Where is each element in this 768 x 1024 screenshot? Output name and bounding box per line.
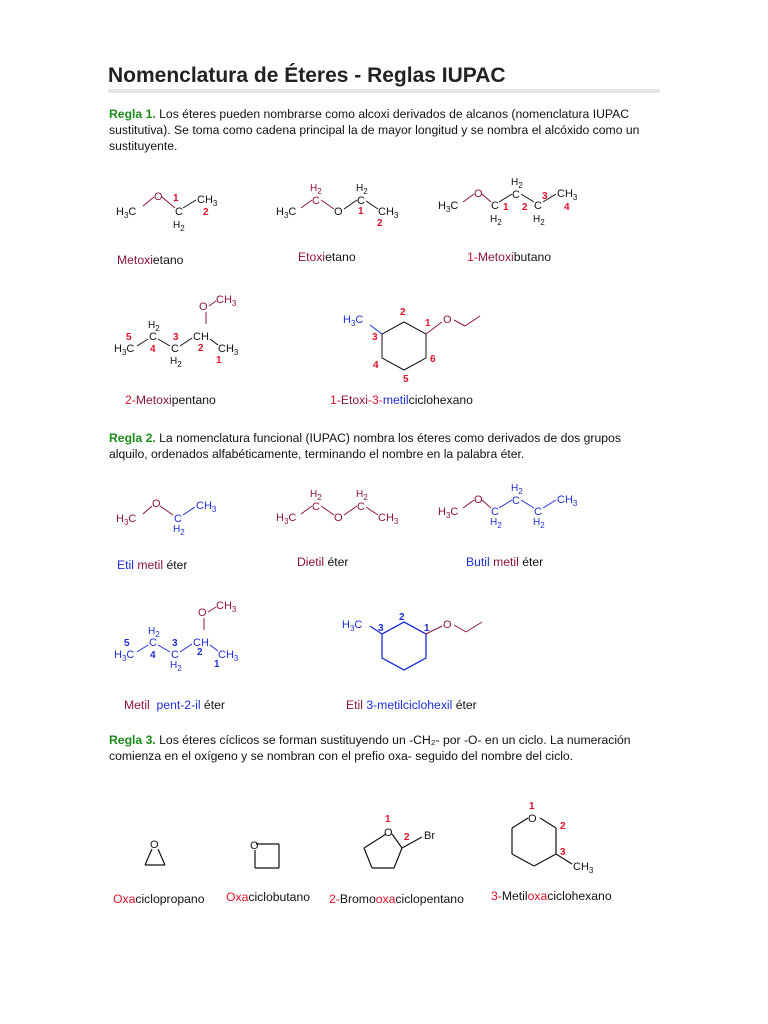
compound-name-butil-metil-eter bbox=[466, 555, 543, 569]
name-part: Etil bbox=[346, 698, 363, 712]
svg-text:H3C: $H_3C$ bbox=[438, 506, 459, 520]
structure-etil-3-metilciclohexil-eter bbox=[340, 606, 500, 696]
svg-text:C: C bbox=[312, 501, 320, 513]
svg-text:O: O bbox=[150, 839, 159, 851]
name-part: 2- bbox=[125, 393, 136, 407]
rule-3-text: Los éteres cíclicos se forman sustituyendo un -CH₂- por -O- en un ciclo. La numeración comienza en el oxígeno y se nombran con el prefio oxa- seguido del nombre del ciclo. bbox=[109, 733, 631, 763]
svg-text:1: 1 bbox=[385, 814, 391, 825]
svg-text:H3C: $H_3C$ bbox=[114, 649, 135, 663]
name-part: Metil bbox=[124, 698, 150, 712]
svg-text:H2: $H_2$ bbox=[310, 489, 322, 502]
structure-1-metoxibutano bbox=[436, 174, 596, 234]
compound-name-metil-pent-2-il-eter bbox=[124, 698, 225, 712]
svg-text:3: 3 bbox=[372, 332, 378, 343]
svg-text:CH3: $CH_3$ bbox=[196, 500, 217, 514]
svg-text:H2: $H_2$ bbox=[170, 356, 182, 369]
compound-name-oxaciclobutano bbox=[226, 890, 310, 904]
svg-text:2: 2 bbox=[203, 207, 209, 218]
svg-text:H3C: $H_3C$ bbox=[114, 343, 135, 357]
svg-text:1: 1 bbox=[503, 202, 509, 213]
structure-2-metoxipentano bbox=[112, 290, 252, 370]
svg-text:H2: $H_2$ bbox=[490, 517, 502, 530]
name-part: oxa bbox=[375, 892, 396, 906]
compound-name-1-metoxibutano bbox=[467, 250, 551, 264]
svg-text:C: C bbox=[491, 200, 499, 212]
svg-text:H3C: $H_3C$ bbox=[342, 619, 363, 633]
svg-text:1: 1 bbox=[425, 318, 431, 329]
svg-text:CH3: $CH_3$ bbox=[378, 512, 399, 526]
name-part: Oxa bbox=[113, 892, 136, 906]
svg-text:2: 2 bbox=[400, 307, 406, 318]
name-part: metil bbox=[489, 555, 519, 569]
svg-text:H2: $H_2$ bbox=[356, 183, 368, 196]
svg-text:C: C bbox=[512, 189, 520, 201]
compound-name-etil-3-metilciclohexil-eter bbox=[346, 698, 477, 712]
name-part: éter bbox=[324, 555, 349, 569]
name-part: Etil bbox=[117, 558, 134, 572]
structure-butil-metil-eter bbox=[436, 480, 596, 540]
name-part: ciclopentano bbox=[395, 892, 464, 906]
svg-text:4: 4 bbox=[150, 650, 156, 661]
svg-text:H2: $H_2$ bbox=[170, 660, 182, 673]
svg-text:2: 2 bbox=[198, 343, 204, 354]
svg-text:C: C bbox=[171, 649, 179, 661]
name-part: Bromo bbox=[339, 892, 376, 906]
svg-text:2: 2 bbox=[560, 821, 566, 832]
svg-text:CH3: $CH_3$ bbox=[557, 494, 578, 508]
name-part: éter bbox=[518, 555, 544, 569]
compound-name-etil-metil-eter bbox=[117, 558, 187, 572]
structure-etil-metil-eter bbox=[112, 488, 232, 548]
svg-text:CH3: $CH_3$ bbox=[218, 649, 239, 663]
title-underline bbox=[108, 89, 660, 93]
name-part: metil bbox=[133, 558, 164, 572]
svg-text:5: 5 bbox=[124, 638, 130, 649]
name-part: Etoxi bbox=[298, 250, 326, 264]
structure-oxaciclopropano bbox=[140, 836, 180, 872]
svg-text:H2: $H_2$ bbox=[533, 517, 545, 530]
svg-text:C: C bbox=[512, 495, 520, 507]
rule-1-paragraph bbox=[109, 106, 649, 154]
name-part: Metoxi bbox=[117, 253, 153, 267]
name-part: éter bbox=[452, 698, 477, 712]
name-part: butano bbox=[513, 250, 552, 264]
svg-text:1: 1 bbox=[529, 801, 535, 812]
name-part: Metoxi bbox=[477, 250, 514, 264]
svg-text:H3C: $H_3C$ bbox=[438, 200, 459, 214]
svg-text:CH3: $CH_3$ bbox=[216, 600, 237, 614]
svg-text:C: C bbox=[534, 506, 542, 518]
svg-text:O: O bbox=[528, 813, 537, 825]
name-part: -3- bbox=[367, 393, 383, 407]
svg-text:3: 3 bbox=[542, 191, 548, 202]
svg-text:C: C bbox=[174, 513, 182, 525]
name-part: 2- bbox=[329, 892, 340, 906]
svg-text:H2: $H_2$ bbox=[511, 483, 523, 496]
svg-text:O: O bbox=[250, 840, 259, 852]
name-part: 1- bbox=[467, 250, 478, 264]
svg-text:O: O bbox=[443, 619, 452, 631]
svg-text:H3C: $H_3C$ bbox=[116, 513, 137, 527]
svg-text:6: 6 bbox=[430, 354, 436, 365]
svg-text:CH3: $CH_3$ bbox=[378, 206, 399, 220]
svg-text:C: C bbox=[534, 200, 542, 212]
svg-text:H2: $H_2$ bbox=[173, 524, 185, 537]
svg-text:H2: $H_2$ bbox=[533, 214, 545, 227]
svg-text:2: 2 bbox=[377, 218, 383, 229]
svg-text:4: 4 bbox=[150, 344, 156, 355]
svg-text:CH3: $CH_3$ bbox=[573, 861, 594, 875]
name-part: etano bbox=[325, 250, 356, 264]
structure-1-etoxi-3-metilciclohexano bbox=[340, 300, 500, 390]
svg-text:4: 4 bbox=[564, 202, 570, 213]
svg-text:H3C: $H_3C$ bbox=[116, 206, 137, 220]
rule-1-label: Regla 1. bbox=[109, 107, 156, 121]
svg-text:CH3: $CH_3$ bbox=[557, 188, 578, 202]
name-part: ciclopropano bbox=[135, 892, 205, 906]
svg-text:5: 5 bbox=[126, 332, 132, 343]
svg-text:C: C bbox=[491, 506, 499, 518]
svg-text:O: O bbox=[474, 188, 483, 200]
svg-text:C: C bbox=[171, 343, 179, 355]
svg-text:3: 3 bbox=[378, 623, 384, 634]
compound-name-1-etoxi-3-metilciclohexano bbox=[330, 393, 473, 407]
rule-2-paragraph bbox=[109, 430, 649, 462]
rule-3-paragraph bbox=[109, 732, 649, 764]
svg-text:CH: CH bbox=[193, 637, 209, 649]
structure-dietil-eter bbox=[274, 486, 414, 546]
svg-text:4: 4 bbox=[373, 360, 379, 371]
name-part: etano bbox=[152, 253, 184, 267]
name-part: Etoxi bbox=[340, 393, 368, 407]
structure-etoxietano bbox=[274, 180, 414, 240]
svg-text:C: C bbox=[357, 501, 365, 513]
name-part: Oxa bbox=[226, 890, 249, 904]
svg-text:H3C: $H_3C$ bbox=[343, 314, 364, 328]
compound-name-2-metoxipentano bbox=[125, 393, 216, 407]
name-part: pent-2-il bbox=[149, 698, 201, 712]
svg-text:CH3: $CH_3$ bbox=[218, 343, 239, 357]
name-part: 1- bbox=[330, 393, 341, 407]
svg-text:1: 1 bbox=[214, 659, 220, 670]
rule-2-label: Regla 2. bbox=[109, 431, 156, 445]
name-part: ciclohexano bbox=[547, 889, 612, 903]
svg-text:1: 1 bbox=[358, 206, 364, 217]
name-part: Dietil bbox=[297, 555, 325, 569]
name-part: oxa bbox=[527, 889, 548, 903]
svg-text:1: 1 bbox=[216, 355, 222, 366]
svg-text:2: 2 bbox=[404, 832, 410, 843]
rule-2-text: La nomenclatura funcional (IUPAC) nombra los éteres como derivados de dos grupos alquilo, ordenados alfabéticamente, terminando el nombre en la palabra éter. bbox=[109, 431, 621, 461]
svg-text:2: 2 bbox=[197, 647, 203, 658]
svg-text:H3C: $H_3C$ bbox=[276, 512, 297, 526]
compound-name-metoxietano bbox=[117, 253, 183, 267]
compound-name-etoxietano bbox=[298, 250, 356, 264]
svg-text:O: O bbox=[334, 512, 343, 524]
svg-text:H2: $H_2$ bbox=[173, 220, 185, 233]
svg-text:H2: $H_2$ bbox=[148, 626, 160, 639]
svg-text:1: 1 bbox=[173, 193, 179, 204]
name-part: metil bbox=[382, 393, 409, 407]
svg-text:3: 3 bbox=[172, 638, 178, 649]
structure-3-metiloxaciclohexano bbox=[500, 798, 610, 888]
compound-name-2-bromooxaciclopentano bbox=[329, 892, 464, 906]
svg-text:C: C bbox=[175, 206, 183, 218]
svg-text:H2: $H_2$ bbox=[148, 320, 160, 333]
structure-metil-pent-2-il-eter bbox=[112, 596, 252, 676]
svg-text:O: O bbox=[198, 607, 207, 619]
compound-name-dietil-eter bbox=[297, 555, 348, 569]
svg-text:2: 2 bbox=[399, 612, 405, 623]
svg-text:O: O bbox=[474, 494, 483, 506]
svg-text:H2: $H_2$ bbox=[511, 177, 523, 190]
name-part: éter bbox=[163, 558, 188, 572]
name-part: Metoxi bbox=[135, 393, 172, 407]
name-part: 3- bbox=[491, 889, 502, 903]
svg-text:CH: CH bbox=[193, 331, 209, 343]
name-part: ciclobutano bbox=[248, 890, 311, 904]
svg-text:H2: $H_2$ bbox=[310, 183, 322, 196]
name-part: ciclohexano bbox=[408, 393, 473, 407]
structure-oxaciclobutano bbox=[240, 836, 290, 876]
rule-1-text: Los éteres pueden nombrarse como alcoxi derivados de alcanos (nomenclatura IUPAC sustitutiva). Se toma como cadena principal la de mayor longitud y se nombra el alcóxido como un sustituyente. bbox=[109, 107, 640, 153]
svg-text:O: O bbox=[443, 314, 452, 326]
svg-text:C: C bbox=[149, 637, 157, 649]
svg-text:2: 2 bbox=[522, 202, 528, 213]
svg-text:O: O bbox=[334, 206, 343, 218]
svg-text:C: C bbox=[149, 331, 157, 343]
svg-text:3: 3 bbox=[560, 847, 566, 858]
svg-text:3: 3 bbox=[173, 332, 179, 343]
svg-text:1: 1 bbox=[424, 623, 430, 634]
svg-text:Br: Br bbox=[424, 830, 435, 842]
name-part: Butil bbox=[466, 555, 490, 569]
compound-name-oxaciclopropano bbox=[113, 892, 204, 906]
svg-text:C: C bbox=[357, 195, 365, 207]
name-part: éter bbox=[200, 698, 225, 712]
svg-text:O: O bbox=[199, 301, 208, 313]
oxygen-atom: O bbox=[154, 191, 163, 203]
svg-text:CH3: $CH_3$ bbox=[216, 294, 237, 308]
svg-text:CH3: $CH_3$ bbox=[197, 194, 218, 208]
name-part: pentano bbox=[171, 393, 216, 407]
svg-text:5: 5 bbox=[403, 374, 409, 385]
svg-text:H2: $H_2$ bbox=[356, 489, 368, 502]
structure-2-bromooxaciclopentano bbox=[356, 810, 446, 880]
svg-text:H2: $H_2$ bbox=[490, 214, 502, 227]
svg-text:H3C: $H_3C$ bbox=[276, 206, 297, 220]
rule-3-label: Regla 3. bbox=[109, 733, 156, 747]
svg-text:C: C bbox=[312, 195, 320, 207]
name-part: Metil bbox=[501, 889, 528, 903]
name-part: 3-metilciclohexil bbox=[362, 698, 453, 712]
compound-name-3-metiloxaciclohexano bbox=[491, 889, 612, 903]
structure-metoxietano bbox=[112, 180, 242, 240]
page-title: Nomenclatura de Éteres - Reglas IUPAC bbox=[108, 64, 506, 87]
svg-text:O: O bbox=[152, 498, 161, 510]
svg-text:O: O bbox=[384, 827, 393, 839]
